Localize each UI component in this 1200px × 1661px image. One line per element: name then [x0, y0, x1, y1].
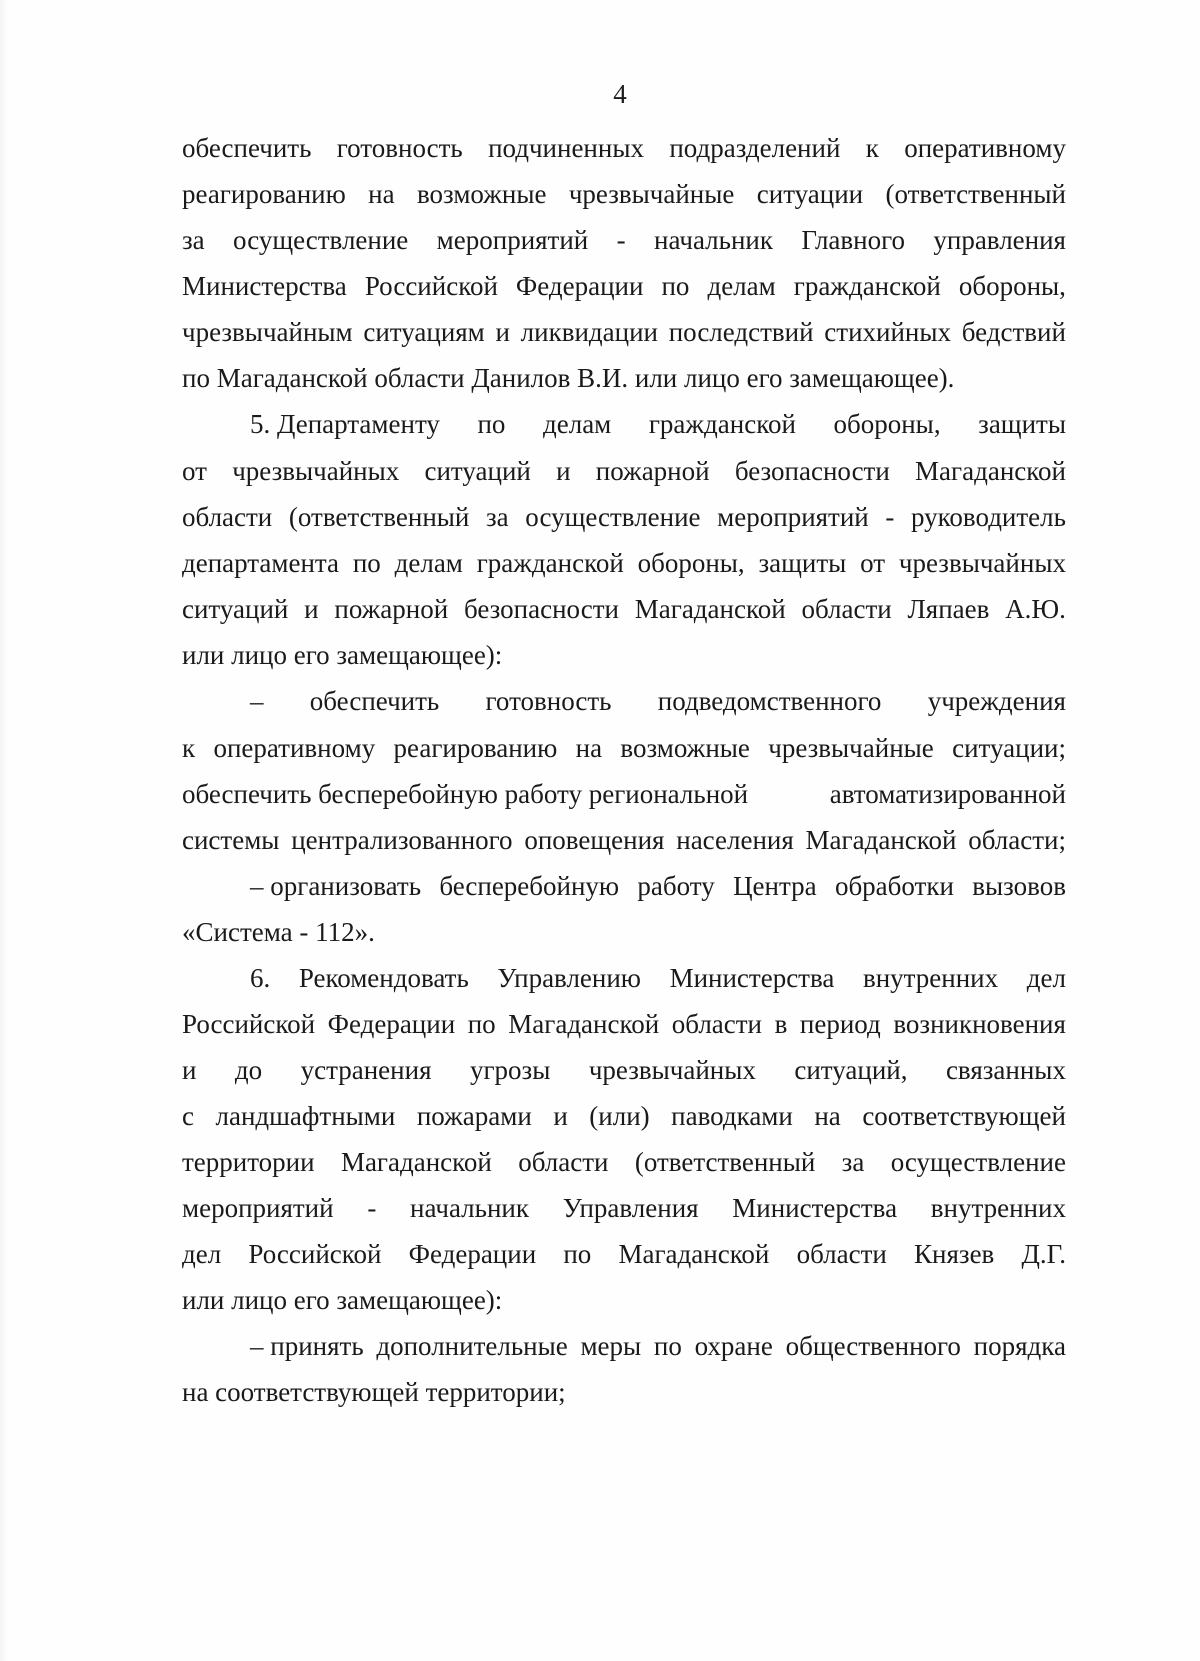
word: обороны, — [637, 548, 745, 578]
word: Управлению — [497, 963, 641, 993]
word: и — [304, 594, 319, 624]
text-line — [182, 1100, 1066, 1132]
word: к — [865, 133, 879, 163]
word: (или) — [589, 1101, 650, 1131]
word: пожарной — [334, 594, 449, 624]
word: Магаданской — [805, 825, 957, 855]
word: чрезвычайных — [898, 548, 1066, 578]
word: устранения — [300, 1055, 432, 1085]
word: – принять — [250, 1331, 364, 1361]
word: до — [234, 1055, 263, 1085]
word: А.Ю. — [1005, 594, 1066, 624]
word: области — [671, 1009, 763, 1039]
text-line — [182, 1146, 1066, 1178]
word: Министерства — [669, 963, 835, 993]
word: дел — [1026, 963, 1066, 993]
word: делам — [394, 548, 463, 578]
word: от — [182, 456, 207, 486]
word: на — [814, 1101, 841, 1131]
word: управления — [933, 225, 1066, 255]
word: соответствующей — [862, 1101, 1066, 1131]
word: за — [182, 225, 205, 255]
word: чрезвычайных — [232, 456, 400, 486]
word: Центра — [733, 871, 817, 901]
word: – — [250, 686, 264, 716]
word: период — [799, 1009, 881, 1039]
word: Федерации — [408, 1239, 537, 1269]
word: по — [563, 1239, 592, 1269]
word: начальник — [410, 1193, 529, 1223]
word: ситуации; — [952, 733, 1066, 763]
text-line — [250, 870, 1066, 902]
word: паводками — [671, 1101, 793, 1131]
word: ликвидации — [520, 317, 658, 347]
word: за — [841, 1147, 865, 1177]
word: осуществление — [525, 502, 701, 532]
word: населения — [676, 825, 794, 855]
text-line — [182, 316, 1066, 348]
word: бесперебойную — [439, 871, 620, 901]
word: делам — [707, 271, 776, 301]
text-line — [250, 962, 1066, 994]
word: с — [182, 1101, 194, 1131]
text-line: «Система - 112». — [182, 917, 375, 947]
text-line — [182, 593, 1066, 625]
word: оповещения — [524, 825, 665, 855]
word: по — [467, 1009, 496, 1039]
word: вызовов — [972, 871, 1066, 901]
word: безопасности — [463, 594, 619, 624]
word: чрезвычайных — [588, 1055, 756, 1085]
word: мероприятий — [436, 225, 589, 255]
word: Магаданской — [508, 1009, 660, 1039]
word: Главного — [801, 225, 905, 255]
text-line — [182, 732, 1066, 764]
text-line — [182, 1192, 1066, 1224]
word: связанных — [945, 1055, 1066, 1085]
word: Магаданской — [340, 1147, 492, 1177]
text-line — [250, 1330, 1066, 1362]
word: (ответственный — [634, 1147, 816, 1177]
text-line — [182, 547, 1066, 579]
word: безопасности — [734, 456, 890, 486]
word: пожарами — [416, 1101, 532, 1131]
word: и — [553, 1101, 568, 1131]
word: - — [367, 1193, 377, 1223]
word: и — [556, 456, 571, 486]
text-line — [250, 685, 1066, 717]
word: в — [774, 1009, 788, 1039]
word: готовность — [485, 686, 612, 716]
word: угрозы — [469, 1055, 551, 1085]
word: Магаданской — [634, 594, 786, 624]
text-line: на соответствующей территории; — [182, 1377, 566, 1407]
text-line: или лицо его замещающее): — [182, 1285, 503, 1315]
word: Российской — [182, 1009, 316, 1039]
word: Федерации — [515, 271, 644, 301]
word: обработки — [834, 871, 954, 901]
word: обороны, — [958, 271, 1066, 301]
word: области — [796, 1239, 887, 1269]
word: Министерства — [732, 1193, 898, 1223]
word: Магаданской — [618, 1239, 770, 1269]
word: 6. — [250, 963, 271, 993]
word: порядка — [973, 1331, 1066, 1361]
word: на — [575, 733, 603, 763]
word: области — [518, 1147, 609, 1177]
word: 5. Департаменту — [250, 409, 440, 439]
word: последствий — [668, 317, 814, 347]
text-line — [182, 270, 1066, 302]
text-line — [182, 1054, 1066, 1086]
word: гражданской — [648, 409, 796, 439]
word: централизованного — [291, 825, 513, 855]
word: Князев — [914, 1239, 995, 1269]
word: подразделений — [669, 133, 841, 163]
word: ситуации — [756, 179, 864, 209]
word: ситуаций — [182, 594, 289, 624]
word: автоматизированной — [829, 779, 1066, 809]
word: чрезвычайным — [182, 317, 353, 347]
word: учреждения — [927, 686, 1066, 716]
word: возникновения — [893, 1009, 1066, 1039]
word: осуществление — [233, 225, 409, 255]
word: за — [486, 502, 509, 532]
word: защиты — [758, 548, 847, 578]
text-line — [182, 224, 1066, 256]
word: оперативному — [213, 733, 376, 763]
word: стихийных — [824, 317, 952, 347]
text-line: по Магаданской области Данилов В.И. или лицо его замещающее). — [182, 363, 955, 393]
word: Рекомендовать — [298, 963, 469, 993]
word: по — [352, 548, 381, 578]
word: Российской — [248, 1239, 382, 1269]
word: реагированию — [393, 733, 558, 763]
word: дел — [182, 1239, 222, 1269]
word: Магаданской — [915, 456, 1066, 486]
word: обеспечить — [309, 686, 440, 716]
word: делам — [543, 409, 612, 439]
word: по — [661, 271, 690, 301]
word: мероприятий — [717, 502, 869, 532]
text-line — [250, 408, 1066, 440]
word: обеспечить бесперебойную работу региональной — [182, 779, 749, 809]
word: - — [885, 502, 895, 532]
word: от — [860, 548, 886, 578]
word: Федерации — [327, 1009, 456, 1039]
word: ситуациям — [363, 317, 485, 347]
word: области; — [968, 825, 1066, 855]
word: (ответственный — [885, 179, 1066, 209]
word: оперативному — [904, 133, 1066, 163]
word: Ляпаев — [907, 594, 990, 624]
word: руководитель — [911, 502, 1066, 532]
word: защиты — [978, 409, 1066, 439]
word: возможные — [620, 733, 750, 763]
word: готовность — [336, 133, 463, 163]
word: гражданской — [476, 548, 624, 578]
word: по — [653, 1331, 682, 1361]
word: к — [182, 733, 196, 763]
word: реагированию — [182, 179, 346, 209]
word: и — [495, 317, 510, 347]
word: ландшафтными — [215, 1101, 396, 1131]
word: обороны, — [833, 409, 941, 439]
word: территории — [182, 1147, 315, 1177]
word: Министерства — [182, 271, 347, 301]
word: гражданской — [793, 271, 941, 301]
word: бедствий — [961, 317, 1066, 347]
word: подчиненных — [488, 133, 644, 163]
text-line — [182, 1238, 1066, 1270]
text-line — [182, 501, 1066, 533]
page-number: 4 — [613, 79, 627, 109]
word: работу — [637, 871, 715, 901]
word: ситуаций — [424, 456, 531, 486]
word: - — [616, 225, 626, 255]
word: и — [182, 1055, 197, 1085]
word: Управления — [562, 1193, 699, 1223]
word: возможные — [416, 179, 547, 209]
word: охране — [694, 1331, 773, 1361]
word: (ответственный — [288, 502, 470, 532]
word: области — [801, 594, 892, 624]
word: начальник — [654, 225, 773, 255]
text-line: или лицо его замещающее): — [182, 640, 503, 670]
word: области — [182, 502, 273, 532]
text-line — [182, 178, 1066, 210]
word: по — [477, 409, 506, 439]
word: – организовать — [250, 871, 422, 901]
word: меры — [580, 1331, 642, 1361]
word: осуществление — [890, 1147, 1066, 1177]
word: системы — [182, 825, 280, 855]
scan-edge — [0, 0, 8, 1661]
word: внутренних — [930, 1193, 1066, 1223]
text-line — [182, 778, 1066, 810]
word: Д.Г. — [1021, 1239, 1066, 1269]
word: пожарной — [595, 456, 710, 486]
word: чрезвычайные — [768, 733, 934, 763]
word: департамента — [182, 548, 340, 578]
word: мероприятий — [182, 1193, 334, 1223]
text-line — [182, 1008, 1066, 1040]
word: обеспечить — [182, 133, 312, 163]
word: подведомственного — [657, 686, 882, 716]
word: дополнительные — [376, 1331, 568, 1361]
word: Российской — [364, 271, 498, 301]
text-line — [182, 455, 1066, 487]
word: внутренних — [862, 963, 999, 993]
word: общественного — [785, 1331, 961, 1361]
word: на — [368, 179, 395, 209]
word: чрезвычайные — [568, 179, 735, 209]
text-line — [182, 824, 1066, 856]
text-line — [182, 132, 1066, 164]
word: ситуаций, — [794, 1055, 908, 1085]
